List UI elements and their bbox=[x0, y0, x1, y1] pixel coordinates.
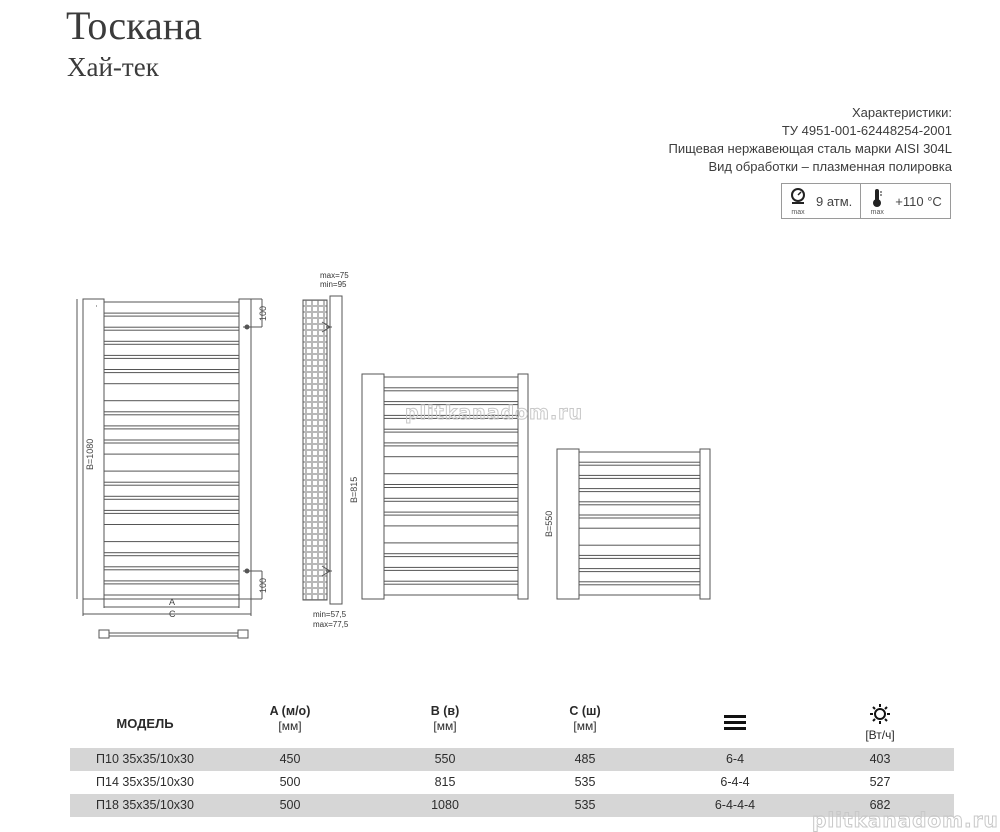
side-top-max-label: max=75 bbox=[320, 271, 349, 280]
radiator-rail bbox=[384, 474, 518, 485]
spec-finish: Вид обработки – плазменная полировка bbox=[708, 159, 952, 174]
page-subtitle: Хай-тек bbox=[67, 52, 159, 82]
spec-material: Пищевая нержавеющая сталь марки AISI 304L bbox=[668, 141, 952, 156]
radiator-1080-rails bbox=[104, 302, 239, 595]
radiator-rail bbox=[384, 391, 518, 402]
header-c: C (ш) [мм] bbox=[569, 704, 601, 733]
radiator-rail bbox=[104, 358, 239, 369]
radiator-rail bbox=[104, 570, 239, 581]
models-table bbox=[70, 704, 954, 817]
radiator-rail bbox=[579, 572, 700, 582]
pressure-value: 9 атм. bbox=[816, 193, 853, 209]
radiator-rail bbox=[104, 330, 239, 341]
watermark: plitkanadom.ru bbox=[405, 402, 584, 424]
radiator-rail bbox=[579, 465, 700, 475]
spec-standard: ТУ 4951-001-62448254-2001 bbox=[781, 123, 952, 138]
dim-a-label: A bbox=[169, 597, 176, 607]
sun-icon bbox=[835, 704, 925, 728]
dim-b815-label: B=815 bbox=[349, 476, 359, 503]
header-power: [Вт/ч] bbox=[835, 704, 925, 743]
dim-c-label: C bbox=[169, 609, 176, 619]
radiator-550-front-view bbox=[557, 449, 710, 599]
radiator-rail bbox=[104, 316, 239, 327]
radiator-rail bbox=[384, 488, 518, 499]
radiator-rail bbox=[579, 585, 700, 595]
radiator-rail bbox=[104, 542, 239, 553]
radiator-rail bbox=[579, 492, 700, 502]
side-bottom-max-label: max=77,5 bbox=[313, 620, 349, 629]
watermark-bottom: plitkanadom.ru bbox=[812, 808, 999, 832]
table-header bbox=[70, 704, 954, 748]
radiator-rail bbox=[104, 373, 239, 384]
header-a: A (м/о) [мм] bbox=[269, 704, 311, 733]
page-title: Тоскана bbox=[66, 3, 202, 48]
header-model: МОДЕЛЬ bbox=[116, 716, 174, 731]
radiator-rail bbox=[104, 485, 239, 496]
radiator-rail bbox=[104, 499, 239, 510]
radiator-side-view bbox=[303, 296, 342, 604]
radiator-rail bbox=[384, 515, 518, 526]
radiator-rail bbox=[104, 415, 239, 426]
sections-icon bbox=[690, 714, 780, 736]
radiator-rail bbox=[579, 545, 700, 555]
radiator-rail bbox=[104, 443, 239, 454]
table-row: П10 35х35/10х30 450 550 485 6-4 403 bbox=[70, 748, 954, 771]
temperature-value: +110 °C bbox=[895, 193, 942, 209]
radiator-rail bbox=[104, 344, 239, 355]
side-bottom-min-label: min=57,5 bbox=[313, 610, 347, 619]
radiator-rail bbox=[384, 446, 518, 457]
radiator-rail bbox=[104, 471, 239, 482]
radiator-rail bbox=[384, 501, 518, 512]
radiator-rail bbox=[579, 558, 700, 568]
dim-b550-label: B=550 bbox=[544, 510, 554, 537]
dim-100-top-label: 100 bbox=[258, 305, 268, 321]
temperature-max-label: max bbox=[870, 209, 884, 216]
radiator-rail bbox=[384, 557, 518, 568]
radiator-rail bbox=[104, 429, 239, 440]
radiator-rail bbox=[384, 570, 518, 581]
radiator-rail bbox=[579, 505, 700, 515]
table-row: П14 35х35/10х30 500 815 535 6-4-4 527 bbox=[96, 775, 891, 789]
radiator-rail bbox=[384, 432, 518, 443]
radiator-rail bbox=[104, 584, 239, 595]
radiator-rail bbox=[104, 513, 239, 524]
side-top-min-label: min=95 bbox=[320, 280, 347, 289]
radiator-rail bbox=[104, 556, 239, 567]
header-b: B (в) [мм] bbox=[430, 704, 460, 733]
dim-100-bottom-label: 100 bbox=[258, 577, 268, 593]
table-row: П18 35х35/10х30 500 1080 535 6-4-4-4 682 bbox=[70, 794, 954, 817]
radiator-550-rails bbox=[579, 452, 700, 595]
radiator-rail bbox=[579, 478, 700, 488]
radiator-rail bbox=[384, 543, 518, 554]
radiator-rail bbox=[579, 452, 700, 462]
pressure-max-label: max bbox=[791, 209, 805, 216]
radiator-rail bbox=[384, 377, 518, 388]
radiator-rail bbox=[104, 302, 239, 313]
radiator-rail bbox=[579, 518, 700, 528]
radiator-rail bbox=[384, 584, 518, 595]
spec-heading: Характеристики: bbox=[851, 105, 952, 120]
radiator-rail bbox=[104, 401, 239, 412]
radiator-1080-front-view bbox=[77, 299, 262, 638]
dim-b1080-label: B=1080 bbox=[85, 438, 95, 470]
